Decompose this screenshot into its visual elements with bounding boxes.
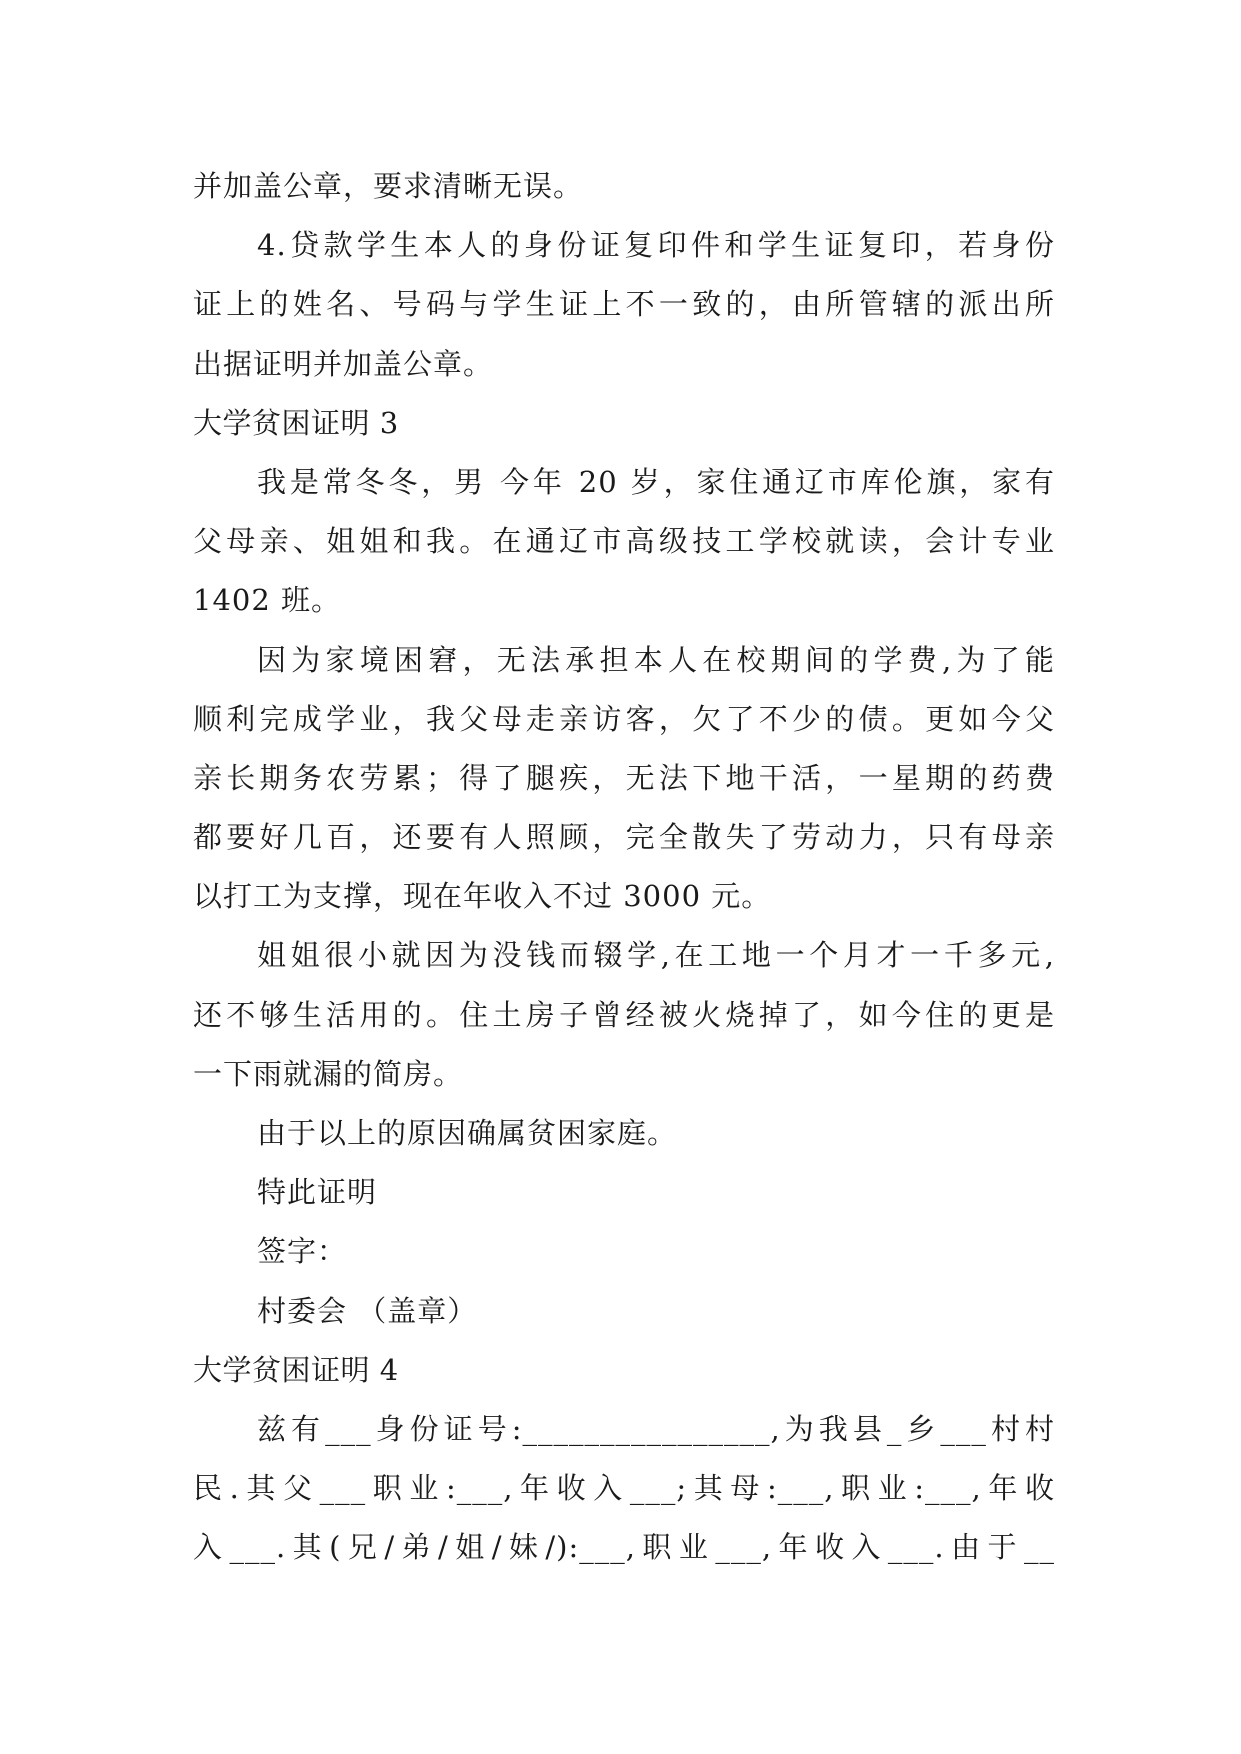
text-line: 并加盖公章，要求清晰无误。 — [193, 169, 584, 203]
text-line: 入___.其(兄/弟/姐/妹/):___,职业___,年收入___.由于__ — [193, 1530, 1055, 1565]
text-line: 出据证明并加盖公章。 — [193, 346, 494, 381]
text-line: 还不够生活用的。住土房子曾经被火烧掉了，如今住的更是 — [193, 997, 1055, 1032]
text-line: 民.其父___职业:___,年收入___;其母:___,职业:___,年收 — [193, 1471, 1055, 1506]
text-line: 顺利完成学业，我父母走亲访客，欠了不少的债。更如今父 — [193, 701, 1055, 736]
text-line: 父母亲、姐姐和我。在通辽市高级技工学校就读，会计专业 — [193, 524, 1055, 559]
text-line: 都要好几百，还要有人照顾，完全散失了劳动力，只有母亲 — [193, 820, 1055, 855]
text-line: 由于以上的原因确属贫困家庭。 — [257, 1116, 678, 1150]
text-line: 以打工为支撑，现在年收入不过 3000 元。 — [193, 879, 772, 914]
text-line: 证上的姓名、号码与学生证上不一致的，由所管辖的派出所 — [193, 287, 1055, 322]
text-line: 村委会 （盖章） — [257, 1293, 478, 1328]
text-line: 我是常冬冬，男 今年 20 岁，家住通辽市库伦旗，家有 — [257, 464, 1055, 499]
text-line: 4.贷款学生本人的身份证复印件和学生证复印，若身份 — [257, 228, 1055, 263]
text-line: 亲长期务农劳累；得了腿疾，无法下地干活，一星期的药费 — [193, 760, 1055, 795]
document-body — [193, 157, 1055, 1578]
text-line: 姐姐很小就因为没钱而辍学,在工地一个月才一千多元, — [257, 938, 1055, 973]
text-line: 一下雨就漏的简房。 — [193, 1056, 464, 1091]
text-line: 特此证明 — [257, 1175, 378, 1210]
section-heading: 大学贫困证明 4 — [193, 1352, 399, 1387]
text-line: 兹有___身份证号:________________,为我县_乡___村村 — [257, 1411, 1055, 1446]
text-line: 1402 班。 — [193, 583, 342, 618]
section-heading: 大学贫困证明 3 — [193, 405, 399, 440]
text-line: 因为家境困窘，无法承担本人在校期间的学费,为了能 — [257, 642, 1055, 677]
text-line: 签字： — [257, 1234, 348, 1269]
